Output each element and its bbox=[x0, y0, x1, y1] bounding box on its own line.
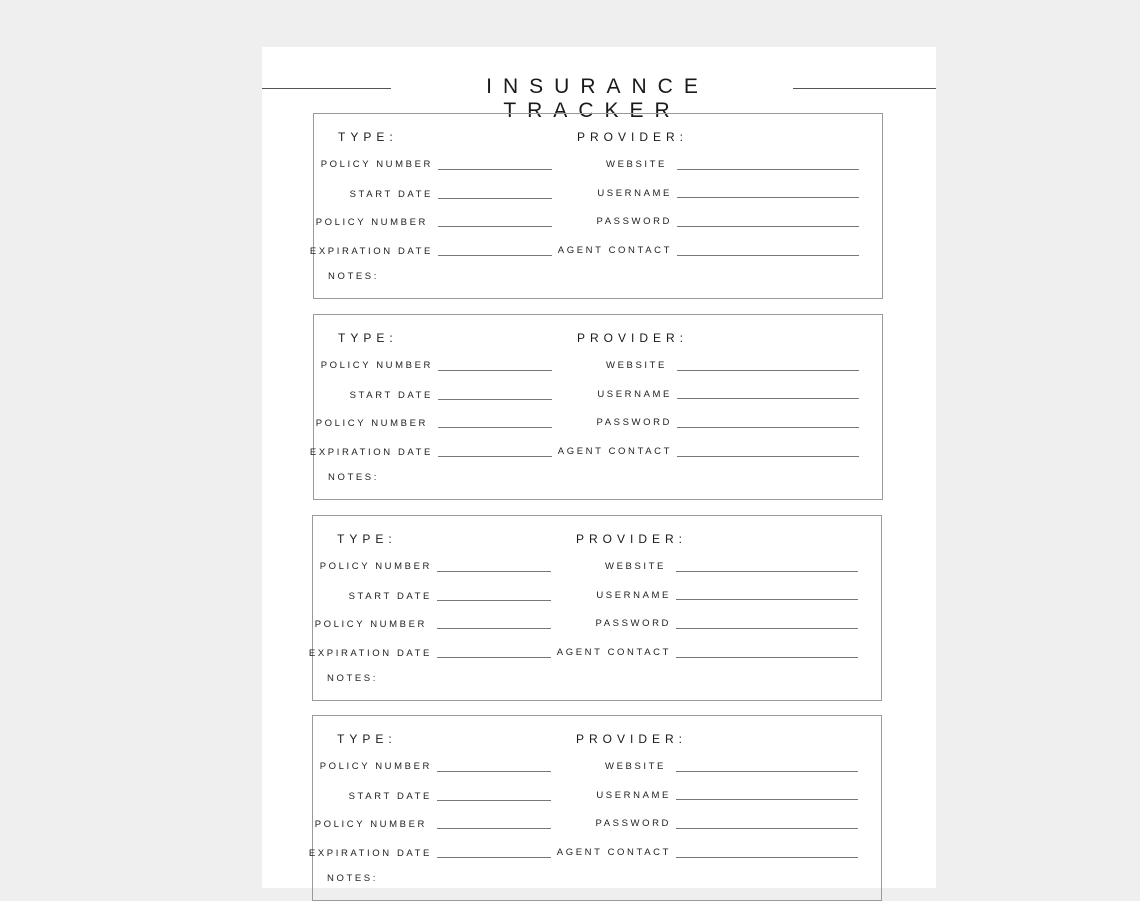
agent-contact-field[interactable] bbox=[676, 857, 858, 858]
policy-number-label: POLICY NUMBER bbox=[320, 159, 433, 170]
agent-contact-label: AGENT CONTACT bbox=[556, 847, 671, 858]
website-field[interactable] bbox=[677, 370, 859, 371]
notes-label: NOTES: bbox=[328, 472, 379, 483]
policy-number-label: POLICY NUMBER bbox=[320, 360, 433, 371]
password-field[interactable] bbox=[676, 628, 858, 629]
username-field[interactable] bbox=[676, 799, 858, 800]
expiration-date-label: EXPIRATION DATE bbox=[308, 648, 432, 659]
insurance-card-4 bbox=[308, 715, 882, 901]
agent-contact-label: AGENT CONTACT bbox=[556, 647, 671, 658]
tracker-page bbox=[262, 47, 936, 888]
provider-label: PROVIDER: bbox=[577, 130, 689, 144]
provider-label: PROVIDER: bbox=[577, 331, 689, 345]
type-label: TYPE: bbox=[337, 532, 397, 546]
agent-contact-field[interactable] bbox=[676, 657, 858, 658]
expiration-date-field[interactable] bbox=[438, 255, 552, 256]
notes-label: NOTES: bbox=[328, 271, 379, 282]
policy-number-label-2: POLICY NUMBER bbox=[315, 418, 428, 429]
insurance-card-2 bbox=[309, 314, 883, 500]
provider-label: PROVIDER: bbox=[576, 532, 688, 546]
policy-number-label: POLICY NUMBER bbox=[319, 561, 432, 572]
start-date-field[interactable] bbox=[437, 800, 551, 801]
start-date-label: START DATE bbox=[348, 791, 432, 802]
policy-number-field[interactable] bbox=[438, 169, 552, 170]
expiration-date-label: EXPIRATION DATE bbox=[308, 848, 432, 859]
page-title: INSURANCE TRACKER bbox=[486, 75, 709, 122]
expiration-date-label: EXPIRATION DATE bbox=[309, 246, 433, 257]
expiration-date-field[interactable] bbox=[437, 857, 551, 858]
password-field[interactable] bbox=[676, 828, 858, 829]
username-label: USERNAME bbox=[597, 188, 672, 199]
password-field[interactable] bbox=[677, 427, 859, 428]
website-label: WEBSITE bbox=[605, 761, 666, 772]
website-field[interactable] bbox=[676, 571, 858, 572]
username-label: USERNAME bbox=[596, 790, 671, 801]
agent-contact-field[interactable] bbox=[677, 456, 859, 457]
notes-label: NOTES: bbox=[327, 873, 378, 884]
agent-contact-field[interactable] bbox=[677, 255, 859, 256]
website-field[interactable] bbox=[677, 169, 859, 170]
agent-contact-label: AGENT CONTACT bbox=[557, 245, 672, 256]
password-label: PASSWORD bbox=[595, 618, 671, 629]
policy-number-label: POLICY NUMBER bbox=[319, 761, 432, 772]
type-label: TYPE: bbox=[337, 732, 397, 746]
start-date-field[interactable] bbox=[438, 198, 552, 199]
expiration-date-field[interactable] bbox=[437, 657, 551, 658]
password-field[interactable] bbox=[677, 226, 859, 227]
username-field[interactable] bbox=[677, 197, 859, 198]
notes-label: NOTES: bbox=[327, 673, 378, 684]
password-label: PASSWORD bbox=[596, 417, 672, 428]
policy-number-field[interactable] bbox=[437, 571, 551, 572]
username-label: USERNAME bbox=[597, 389, 672, 400]
policy-number-field-2[interactable] bbox=[437, 828, 551, 829]
insurance-card-3 bbox=[308, 515, 882, 701]
type-label: TYPE: bbox=[338, 130, 398, 144]
policy-number-field-2[interactable] bbox=[438, 226, 552, 227]
username-field[interactable] bbox=[676, 599, 858, 600]
agent-contact-label: AGENT CONTACT bbox=[557, 446, 672, 457]
username-label: USERNAME bbox=[596, 590, 671, 601]
policy-number-field-2[interactable] bbox=[437, 628, 551, 629]
expiration-date-label: EXPIRATION DATE bbox=[309, 447, 433, 458]
title-rule-right bbox=[793, 88, 936, 89]
policy-number-field[interactable] bbox=[438, 370, 552, 371]
policy-number-label-2: POLICY NUMBER bbox=[314, 819, 427, 830]
policy-number-label-2: POLICY NUMBER bbox=[315, 217, 428, 228]
type-label: TYPE: bbox=[338, 331, 398, 345]
policy-number-field[interactable] bbox=[437, 771, 551, 772]
password-label: PASSWORD bbox=[595, 818, 671, 829]
start-date-field[interactable] bbox=[437, 600, 551, 601]
start-date-label: START DATE bbox=[349, 390, 433, 401]
website-label: WEBSITE bbox=[606, 360, 667, 371]
expiration-date-field[interactable] bbox=[438, 456, 552, 457]
provider-label: PROVIDER: bbox=[576, 732, 688, 746]
policy-number-field-2[interactable] bbox=[438, 427, 552, 428]
password-label: PASSWORD bbox=[596, 216, 672, 227]
insurance-card-1 bbox=[309, 113, 883, 299]
website-field[interactable] bbox=[676, 771, 858, 772]
start-date-field[interactable] bbox=[438, 399, 552, 400]
website-label: WEBSITE bbox=[605, 561, 666, 572]
start-date-label: START DATE bbox=[349, 189, 433, 200]
username-field[interactable] bbox=[677, 398, 859, 399]
start-date-label: START DATE bbox=[348, 591, 432, 602]
title-rule-left bbox=[262, 88, 391, 89]
website-label: WEBSITE bbox=[606, 159, 667, 170]
policy-number-label-2: POLICY NUMBER bbox=[314, 619, 427, 630]
